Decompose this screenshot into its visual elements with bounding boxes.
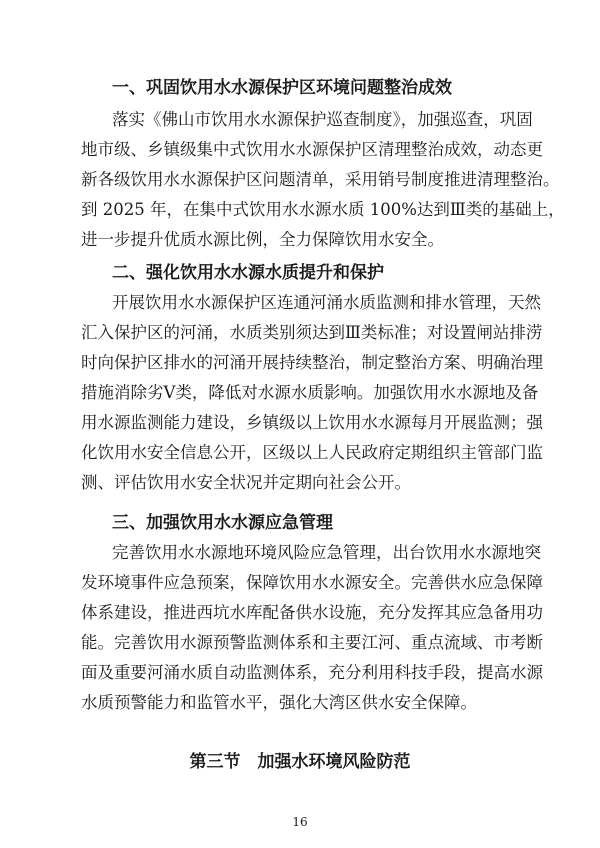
heading-3: 三、加强饮用水水源应急管理 <box>112 513 333 533</box>
paragraph-line: 体系建设，推进西坑水库配备供水设施，充分发挥其应急备用功 <box>81 603 543 622</box>
paragraph-line: 用水源监测能力建设，乡镇级以上饮用水水源每月开展监测；强 <box>81 413 543 432</box>
paragraph-line: 面及重要河涌水质自动监测体系，充分利用科技手段，提高水源 <box>81 663 543 682</box>
paragraph-line: 措施消除劣Ⅴ类，降低对水源水质影响。加强饮用水水源地及备 <box>81 383 539 402</box>
paragraph-line: 测、评估饮用水安全状况并定期向社会公开。 <box>81 473 411 492</box>
heading-1: 一、巩固饮用水水源保护区环境问题整治成效 <box>112 78 452 98</box>
paragraph-line: 到 2025 年，在集中式饮用水水源水质 100%达到Ⅲ类的基础上， <box>81 200 565 219</box>
paragraph-line: 化饮用水安全信息公开，区级以上人民政府定期组织主管部门监 <box>81 443 543 462</box>
paragraph-line: 开展饮用水水源保护区连通河涌水质监测和排水管理，天然 <box>112 293 541 312</box>
paragraph-line: 落实《佛山市饮用水水源保护巡查制度》，加强巡查，巩固 <box>112 110 533 129</box>
paragraph-line: 发环境事件应急预案，保障饮用水水源安全。完善供水应急保障 <box>81 573 543 592</box>
paragraph-line: 完善饮用水水源地环境风险应急管理，出台饮用水水源地突 <box>112 543 541 562</box>
paragraph-line: 新各级饮用水水源保护区问题清单，采用销号制度推进清理整治。 <box>81 170 560 189</box>
paragraph-line: 能。完善饮用水源预警监测体系和主要江河、重点流域、市考断 <box>81 633 543 652</box>
paragraph-line: 汇入保护区的河涌，水质类别须达到Ⅲ类标准；对设置闸站排涝 <box>81 323 543 342</box>
page-number: 16 <box>292 815 308 829</box>
paragraph-line: 水质预警能力和监管水平，强化大湾区供水安全保障。 <box>81 693 477 712</box>
heading-2: 二、强化饮用水水源水质提升和保护 <box>112 263 384 283</box>
paragraph-line: 地市级、乡镇级集中式饮用水水源保护区清理整治成效，动态更 <box>81 140 543 159</box>
paragraph-line: 进一步提升优质水源比例，全力保障饮用水安全。 <box>81 230 444 249</box>
paragraph-line: 时向保护区排水的河涌开展持续整治，制定整治方案、明确治理 <box>81 353 543 372</box>
section-title: 第三节 加强水环境风险防范 <box>189 752 411 772</box>
